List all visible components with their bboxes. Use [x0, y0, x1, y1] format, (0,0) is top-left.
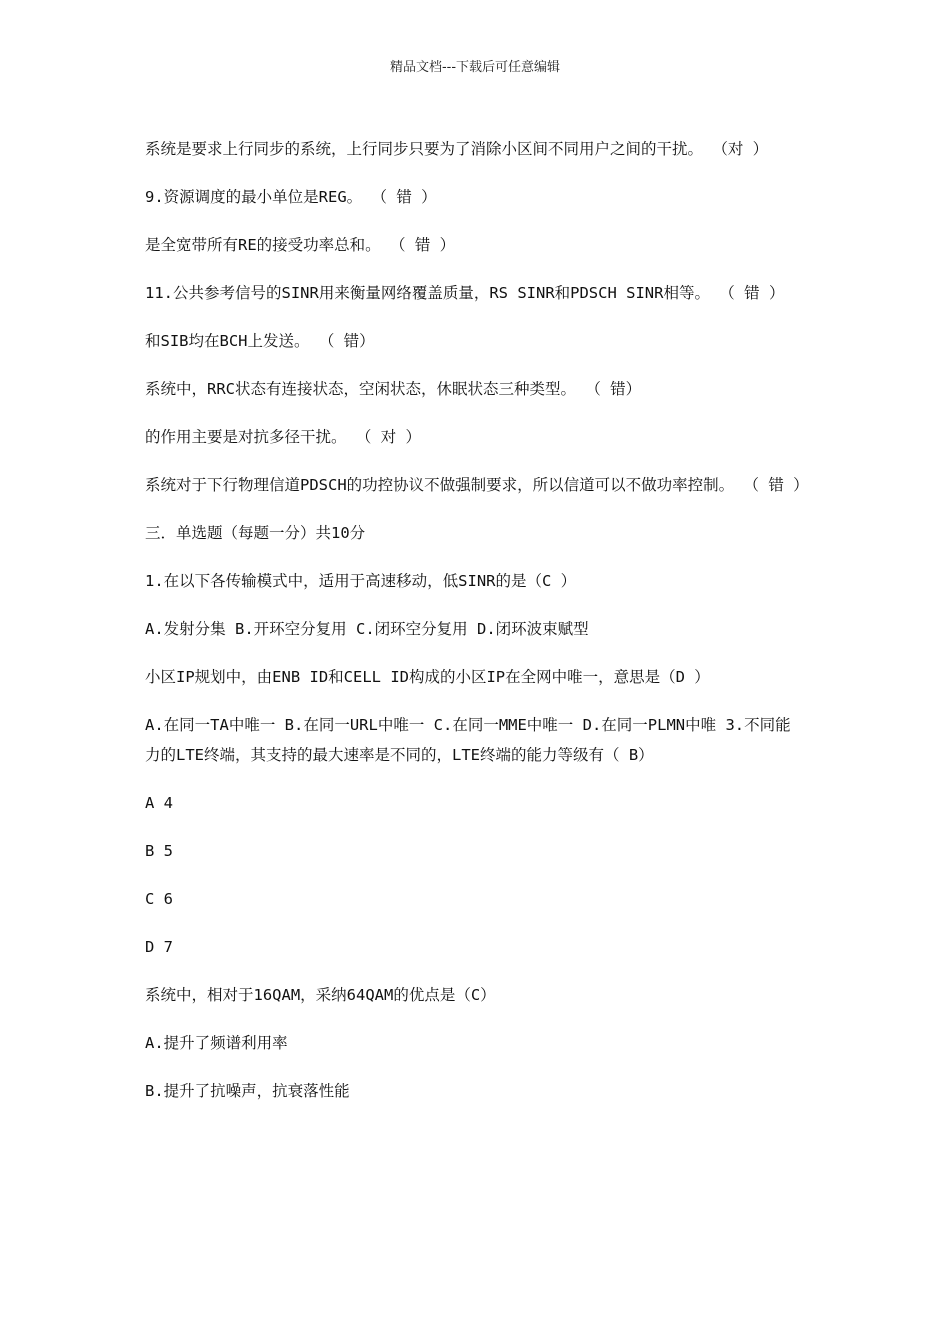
- question-4-option-a: A.提升了频谱利用率: [145, 1034, 288, 1052]
- paragraph-uplink-sync: 系统是要求上行同步的系统，上行同步只要为了消除小区间不同用户之间的干扰。 （对 ）: [145, 140, 769, 158]
- question-1: 1.在以下各传输模式中，适用于高速移动，低SINR的是（C ）: [145, 572, 577, 590]
- question-4-option-b: B.提升了抗噪声，抗衰落性能: [145, 1082, 350, 1100]
- option-a: A 4: [145, 794, 173, 812]
- paragraph-q14: 的作用主要是对抗多径干扰。 （ 对 ）: [145, 428, 421, 446]
- paragraph-q13: 系统中，RRC状态有连接状态，空闲状态，休眠状态三种类型。 （ 错）: [145, 380, 642, 398]
- paragraph-q15: 系统对于下行物理信道PDSCH的功控协议不做强制要求，所以信道可以不做功率控制。 （ 错 ）: [145, 476, 809, 494]
- paragraph-q10: 是全宽带所有RE的接受功率总和。 （ 错 ）: [145, 236, 456, 254]
- paragraph-q12: 和SIB均在BCH上发送。 （ 错）: [145, 332, 375, 350]
- option-b: B 5: [145, 842, 173, 860]
- page-header: 精品文档---下载后可任意编辑: [389, 60, 561, 75]
- question-1-options: A.发射分集 B.开环空分复用 C.闭环空分复用 D.闭环波束赋型: [145, 620, 589, 638]
- question-2: 小区IP规划中，由ENB ID和CELL ID构成的小区IP在全网中唯一，意思是（D ）: [145, 668, 710, 686]
- paragraph-q9: 9.资源调度的最小单位是REG。 （ 错 ）: [145, 188, 437, 206]
- paragraph-q11: 11.公共参考信号的SINR用来衡量网络覆盖质量，RS SINR和PDSCH SINR相等。 （ 错 ）: [145, 284, 785, 302]
- question-4: 系统中，相对于16QAM，采纳64QAM的优点是（C）: [145, 986, 496, 1004]
- option-c: C 6: [145, 890, 173, 908]
- section-heading: 三．单选题（每题一分）共10分: [145, 524, 366, 542]
- option-d: D 7: [145, 938, 173, 956]
- document-body: [145, 134, 809, 1124]
- question-2-options: A.在同一TA中唯一 B.在同一URL中唯一 C.在同一MME中唯一 D.在同一PLMN中唯 3.不同能力的LTE终端，其支持的最大速率是不同的，LTE终端的能力等级有（ B）: [145, 716, 791, 764]
